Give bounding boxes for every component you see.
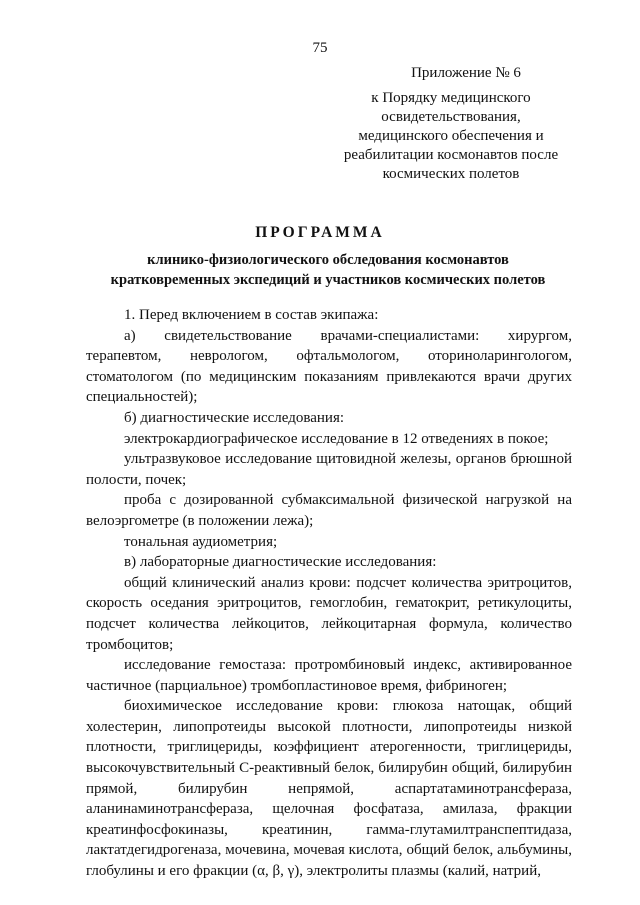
program-subtitle-line-1: клинико-физиологического обследования космонавтов	[147, 252, 509, 268]
paragraph-audiometry: тональная аудиометрия;	[124, 533, 278, 550]
paragraph-specialists: а) свидетельствование врачами-специалистами: хирургом, терапевтом, неврологом, офтальмологом, оториноларингологом, стоматологом (по медицинским показаниям привлекаются врачи других специальностей);	[86, 327, 572, 406]
paragraph-diagnostics-heading: б) диагностические исследования:	[124, 409, 345, 426]
appendix-header	[338, 64, 564, 184]
program-title: ПРОГРАММА	[255, 224, 385, 241]
paragraph-blood-analysis: общий клинический анализ крови: подсчет количества эритроцитов, скорость оседания эритроцитов, гемоглобин, гематокрит, ретикулоциты, подсчет количества лейкоцитов, лейкоцитарная формула, количество тромбоцитов;	[86, 574, 572, 653]
paragraph-hemostasis: исследование гемостаза: протромбиновый индекс, активированное частичное (парциальное) тромбопластиновое время, фибриноген;	[86, 657, 572, 694]
appendix-title: Приложение № 6	[411, 65, 521, 81]
program-subtitle	[78, 250, 578, 290]
paragraph-ecg: электрокардиографическое исследование в 12 отведениях в покое;	[124, 430, 549, 447]
document-body	[86, 305, 572, 882]
paragraph-stress-test: проба с дозированной субмаксимальной физической нагрузкой на велоэргометре (в положении лежа);	[86, 492, 572, 529]
paragraph-section-1: 1. Перед включением в состав экипажа:	[124, 307, 379, 323]
page-number: 75	[312, 40, 328, 56]
program-subtitle-line-2: кратковременных экспедиций и участников космических полетов	[110, 272, 546, 288]
paragraph-ultrasound: ультразвуковое исследование щитовидной железы, органов брюшной полости, почек;	[86, 451, 572, 488]
paragraph-lab-heading: в) лабораторные диагностические исследования:	[124, 554, 437, 571]
paragraph-biochemistry: биохимическое исследование крови: глюкоза натощак, общий холестерин, липопротеиды высокой плотности, липопротеиды низкой плотности, триглицериды, коэффициент атерогенности, триглицериды, высокочувствительный С-реактивный белок, билирубин общий, билирубин прямой, билирубин непрямой, аспартатаминотрансфераза, аланинаминотрансфераза, щелочная фосфатаза, амилаза, фракции креатинфосфокиназы, креатинин, гамма-глутамилтранспептидаза, лактатдегидрогеназа, мочевина, мочевая кислота, общий белок, альбумины, глобулины и его фракции (α, β, γ), электролиты плазмы (калий, натрий,	[86, 698, 572, 880]
appendix-reference: к Порядку медицинского освидетельствования, медицинского обеспечения и реабилитации космонавтов после космических полетов	[343, 90, 559, 182]
